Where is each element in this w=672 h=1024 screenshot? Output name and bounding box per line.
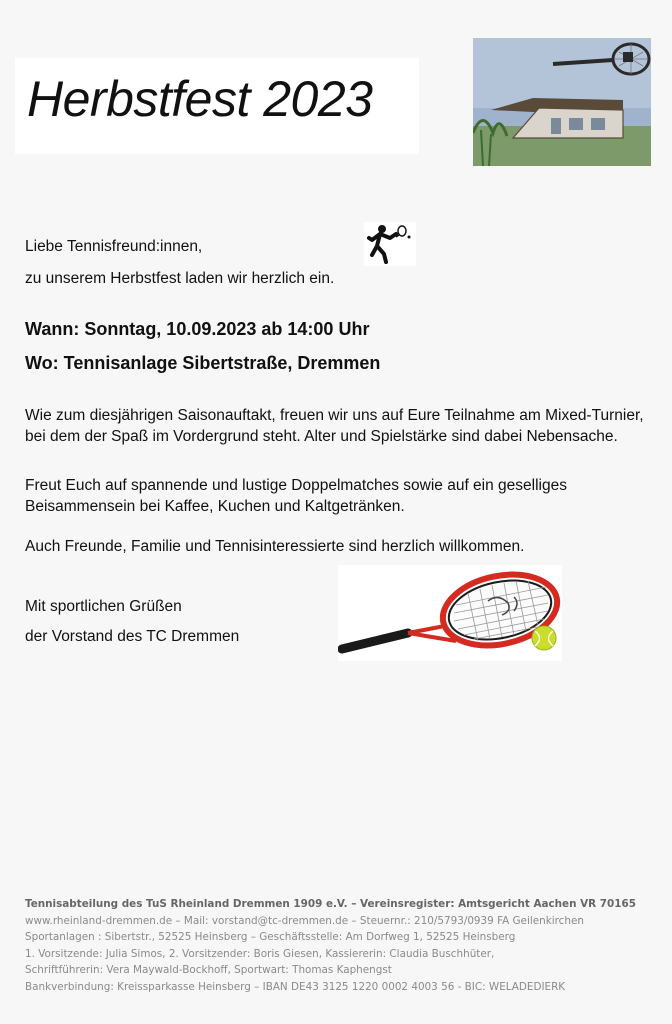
tennis-player-icon xyxy=(364,222,416,266)
footer-line-address: Sportanlagen : Sibertstr., 52525 Heinsberg – Geschäftsstelle: Am Dorfweg 1, 52525 Heinsberg xyxy=(25,931,516,943)
tennis-racket-image xyxy=(338,565,562,661)
invitation-text: zu unserem Herbstfest laden wir herzlich ein. xyxy=(25,270,335,287)
paragraph-matches: Freut Euch auf spannende und lustige Doppelmatches sowie auf ein geselliges Beisammensein bei Kaffee, Kuchen und Kaltgetränken. xyxy=(25,477,567,515)
event-when: Wann: Sonntag, 10.09.2023 ab 14:00 Uhr xyxy=(25,319,370,339)
closing-text: Mit sportlichen Grüßen xyxy=(25,598,182,615)
greeting-text: Liebe Tennisfreund:innen, xyxy=(25,238,203,255)
footer xyxy=(25,896,655,995)
footer-line-board-2: Schriftführerin: Vera Maywald-Bockhoff, Sportwart: Thomas Kaphengst xyxy=(25,964,392,976)
page-title: Herbstfest 2023 xyxy=(27,71,373,127)
signature-text: der Vorstand des TC Dremmen xyxy=(25,628,240,645)
event-where: Wo: Tennisanlage Sibertstraße, Dremmen xyxy=(25,353,381,373)
title-box xyxy=(15,58,419,154)
clubhouse-sketch-image xyxy=(473,38,651,166)
footer-line-contact: www.rheinland-dremmen.de – Mail: vorstand@tc-dremmen.de – Steuernr.: 210/5793/0939 FA Geilenkirchen xyxy=(25,914,584,927)
footer-line-board: 1. Vorsitzende: Julia Simos, 2. Vorsitzender: Boris Giesen, Kassiererin: Claudia Buschhüter, xyxy=(25,947,495,960)
footer-line-club: Tennisabteilung des TuS Rheinland Dremmen 1909 e.V. – Vereinsregister: Amtsgericht Aachen VR 70165 xyxy=(25,898,636,910)
paragraph-tournament: Wie zum diesjährigen Saisonauftakt, freuen wir uns auf Eure Teilnahme am Mixed-Turnier, bei dem der Spaß im Vordergrund steht. Alter und Spielstärke sind dabei Nebensache. xyxy=(25,407,644,445)
footer-line-bank: Bankverbindung: Kreissparkasse Heinsberg – IBAN DE43 3125 1220 0002 4003 56 - BIC: WELADEDIERK xyxy=(25,980,566,993)
paragraph-welcome: Auch Freunde, Familie und Tennisinteressierte sind herzlich willkommen. xyxy=(25,538,525,555)
